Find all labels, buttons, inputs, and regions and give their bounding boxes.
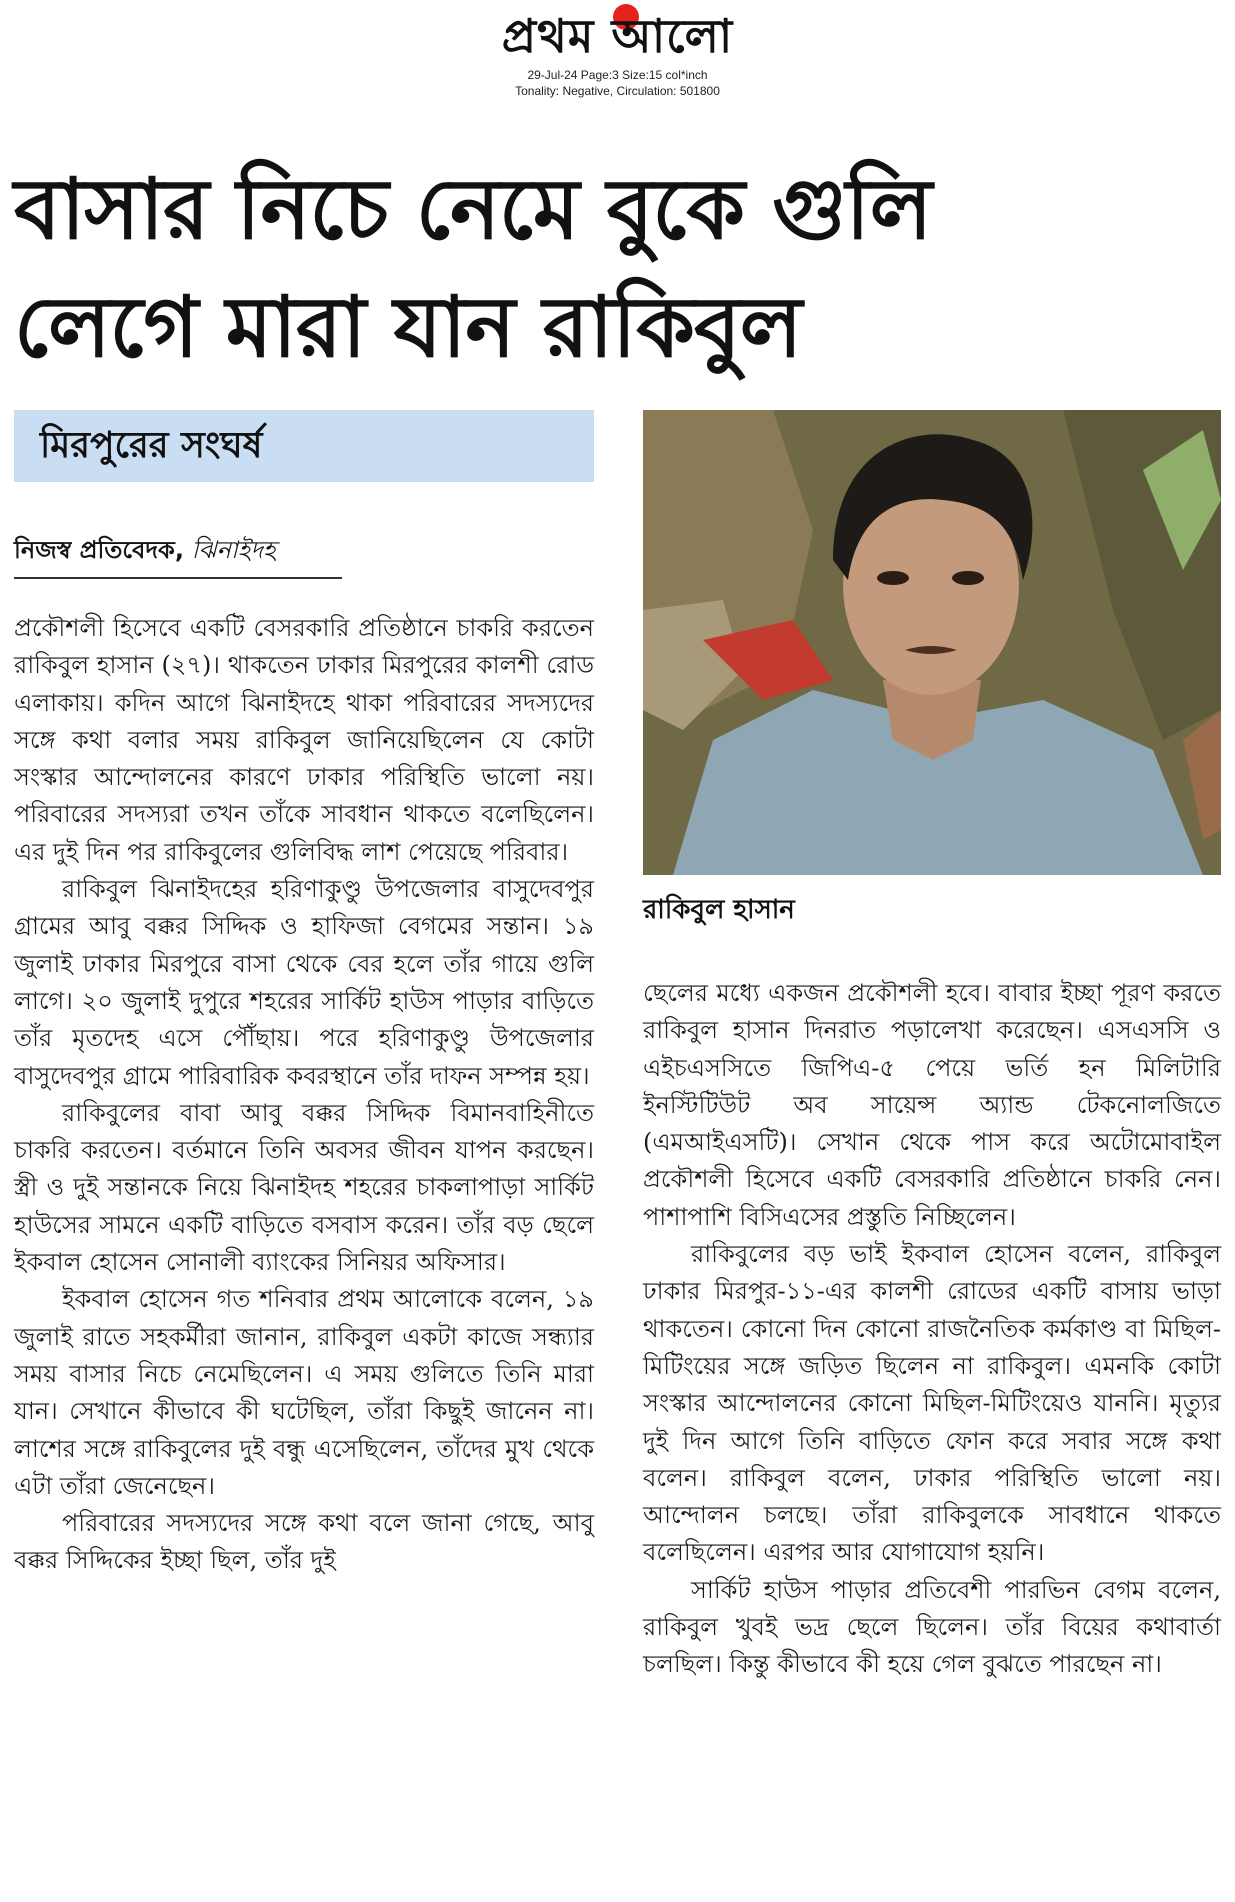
paragraph: ইকবাল হোসেন গত শনিবার প্রথম আলোকে বলেন, ১৯ জুলাই রাতে সহকর্মীরা জানান, রাকিবুল একটা কাজে সন্ধ্যার সময় বাসার নিচে নেমেছিলেন। এ সময় গুলিতে তিনি মারা যান। সেখানে কীভাবে কী ঘটেছিল, তাঁরা কিছুই জানেন না। লাশের সঙ্গে রাকিবুলের দুই বন্ধু এসেছিলেন, তাঁদের মুখ থেকে এটা তাঁরা জেনেছেন।	[14, 1285, 594, 1500]
byline	[14, 535, 342, 579]
byline-reporter: নিজস্ব প্রতিবেদক,	[14, 536, 184, 564]
paragraph: রাকিবুল ঝিনাইদহের হরিণাকুণ্ডু উপজেলার বাসুদেবপুর গ্রামের আবু বক্কর সিদ্দিক ও হাফিজা বেগমের সন্তান। ১৯ জুলাই ঢাকার মিরপুরে বাসা থেকে বের হলে তাঁর গায়ে গুলি লাগে। ২০ জুলাই দুপুরে শহরের সার্কিট হাউস পাড়ার বাড়িতে তাঁর মৃতদেহ এসে পৌঁছায়। পরে হরিণাকুণ্ডু উপজেলার বাসুদেবপুর গ্রামে পারিবারিক কবরস্থানে তাঁর দাফন সম্পন্ন হয়।	[14, 875, 594, 1090]
byline-location: ঝিনাইদহ	[191, 536, 276, 564]
paragraph: রাকিবুলের বড় ভাই ইকবাল হোসেন বলেন, রাকিবুল ঢাকার মিরপুর-১১-এর কালশী রোডের একটি বাসায় ভাড়া থাকতেন। কোনো দিন কোনো রাজনৈতিক কর্মকাণ্ড বা মিছিল-মিটিংয়ের সঙ্গে জড়িত ছিলেন না রাকিবুল। এমনকি কোটা সংস্কার আন্দোলনের কোনো মিছিল-মিটিংয়েও যাননি। মৃত্যুর দুই দিন আগে তিনি বাড়িতে ফোন করে সবার সঙ্গে কথা বলেন। রাকিবুল বলেন, ঢাকার পরিস্থিতি ভালো নয়। আন্দোলন চলছে। তাঁরা রাকিবুলকে সাবধানে থাকতে বলেছিলেন। এরপর আর যোগাযোগ হয়নি।	[643, 1240, 1221, 1567]
paragraph: ছেলের মধ্যে একজন প্রকৌশলী হবে। বাবার ইচ্ছা পূরণ করতে রাকিবুল হাসান দিনরাত পড়ালেখা করেছেন। এসএসসি ও এইচএসসিতে জিপিএ-৫ পেয়ে ভর্তি হন মিলিটারি ইনস্টিটিউট অব সায়েন্স অ্যান্ড টেকনোলজিতে (এমআইএসটি)। সেখান থেকে পাস করে অটোমোবাইল প্রকৌশলী হিসেবে একটি বেসরকারি প্রতিষ্ঠানে চাকরি নেন। পাশাপাশি বিসিএসের প্রস্তুতি নিচ্ছিলেন।	[643, 979, 1221, 1231]
logo-text: প্রথম আলো	[501, 9, 734, 63]
headline-line-1: বাসার নিচে নেমে বুকে গুলি	[14, 160, 932, 258]
paragraph: সার্কিট হাউস পাড়ার প্রতিবেশী পারভিন বেগম বলেন, রাকিবুল খুবই ভদ্র ছেলে ছিলেন। তাঁর বিয়ের কথাবার্তা চলছিল। কিন্তু কীভাবে কী হয়ে গেল বুঝতে পারছেন না।	[643, 1575, 1221, 1679]
article-column-left	[14, 610, 594, 1580]
photo-caption: রাকিবুল হাসান	[643, 895, 795, 925]
headline	[14, 150, 1214, 386]
paragraph: প্রকৌশলী হিসেবে একটি বেসরকারি প্রতিষ্ঠানে চাকরি করতেন রাকিবুল হাসান (২৭)। থাকতেন ঢাকার মিরপুরের কালশী রোড এলাকায়। কদিন আগে ঝিনাইদহে থাকা পরিবারের সদস্যদের সঙ্গে কথা বলার সময় রাকিবুল জানিয়েছিলেন যে কোটা সংস্কার আন্দোলনের কারণে ঢাকার পরিস্থিতি ভালো নয়। পরিবারের সদস্যরা তখন তাঁকে সাবধান থাকতে বলেছিলেন। এর দুই দিন পর রাকিবুলের গুলিবিদ্ধ লাশ পেয়েছে পরিবার।	[14, 614, 594, 866]
article-column-right	[643, 975, 1221, 1684]
paragraph: পরিবারের সদস্যদের সঙ্গে কথা বলে জানা গেছে, আবু বক্কর সিদ্দিকের ইচ্ছা ছিল, তাঁর দুই	[14, 1509, 594, 1575]
newspaper-logo	[502, 6, 733, 66]
portrait-photo	[643, 410, 1221, 875]
section-kicker: মিরপুরের সংঘর্ষ	[14, 410, 594, 482]
clipping-meta-line-1: 29-Jul-24 Page:3 Size:15 col*inch	[527, 68, 708, 82]
masthead	[0, 6, 1235, 98]
portrait-illustration	[643, 410, 1221, 875]
paragraph: রাকিবুলের বাবা আবু বক্কর সিদ্দিক বিমানবাহিনীতে চাকরি করতেন। বর্তমানে তিনি অবসর জীবন যাপন করছেন। স্ত্রী ও দুই সন্তানকে নিয়ে ঝিনাইদহ শহরের চাকলাপাড়া সার্কিট হাউসের সামনে একটি বাড়িতে বসবাস করেন। তাঁর বড় ছেলে ইকবাল হোসেন সোনালী ব্যাংকের সিনিয়র অফিসার।	[14, 1098, 594, 1277]
headline-line-2: লেগে মারা যান রাকিবুল	[14, 278, 802, 376]
clipping-meta-line-2: Tonality: Negative, Circulation: 501800	[515, 84, 720, 98]
